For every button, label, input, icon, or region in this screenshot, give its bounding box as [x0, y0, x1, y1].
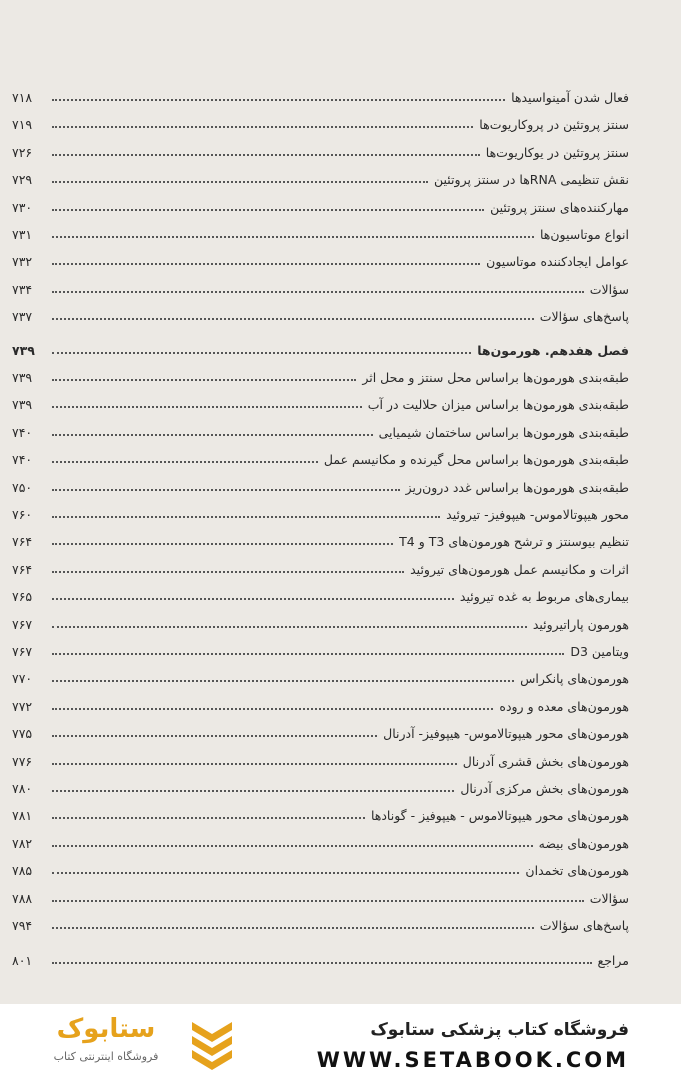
dot-leader [52, 598, 454, 600]
chevron-stack-logo-icon [188, 1016, 236, 1070]
dot-leader [52, 406, 362, 408]
brand-word: ستابوک [56, 1014, 156, 1044]
dot-leader [52, 735, 377, 737]
toc-entry-title: پاسخ‌های سؤالات [539, 918, 629, 933]
toc-entry-title: هورمون‌های بیضه [538, 835, 629, 851]
toc-entry-title: هورمون‌های معده و روده [499, 698, 629, 714]
toc-entry [12, 474, 629, 498]
toc-entry-page: ۷۸۲ [12, 835, 33, 851]
toc-entry [12, 693, 629, 717]
toc-entry-title: فصل هفدهم. هورمون‌ها [477, 342, 629, 358]
toc-entry-page: ۷۳۷ [12, 309, 33, 325]
toc-entry-page: ۷۷۵ [12, 726, 33, 742]
dot-leader [52, 680, 514, 682]
toc-entry-title: هورمون‌های محور هیپوتالاموس - هیپوفیز - گونادها [370, 808, 629, 824]
toc-entry-title: طبقه‌بندی هورمون‌ها براساس محل سنتز و محل اثر [362, 370, 629, 385]
dot-leader [52, 154, 480, 156]
toc-entry-page: ۷۱۹ [12, 117, 33, 133]
toc-entry-page: ۷۲۶ [12, 144, 33, 160]
toc-entry-page: ۸۰۱ [12, 953, 33, 969]
toc-entry-page: ۷۶۷ [12, 616, 33, 632]
brand-tagline: فروشگاه اینترنتی کتاب [53, 1050, 159, 1063]
toc-entry-page: ۷۴۰ [12, 452, 33, 468]
toc-entry [12, 391, 629, 415]
dot-leader [52, 516, 440, 518]
dot-leader [52, 489, 400, 491]
toc-entry-title: هورمون‌های محور هیپوتالاموس- هیپوفیز- آدرنال [383, 726, 629, 742]
toc-entry-page: ۷۷۰ [12, 671, 33, 687]
toc-entry-page: ۷۳۰ [12, 199, 33, 215]
dot-leader [52, 263, 480, 265]
toc-entry-page: ۷۳۴ [12, 281, 33, 297]
dot-leader [52, 543, 393, 545]
dot-leader [52, 962, 592, 964]
dot-leader [52, 872, 519, 874]
toc-entry-title: طبقه‌بندی هورمون‌ها براساس محل گیرنده و مکانیسم عمل [323, 452, 629, 468]
toc-chapter-heading [12, 337, 629, 361]
toc-entry-title: فعال شدن آمینواسیدها [511, 90, 629, 105]
toc-entry-title: هورمون‌های پانکراس [520, 671, 629, 687]
dot-leader [52, 653, 564, 655]
toc-entry-title: اثرات و مکانیسم عمل هورمون‌های تیروئید [410, 561, 629, 577]
toc-entry-page: ۷۶۷ [12, 644, 33, 659]
dot-leader [52, 434, 373, 436]
brand-logo [36, 1014, 176, 1070]
toc-entry [12, 665, 629, 689]
toc-entry-title: سؤالات [589, 281, 629, 297]
toc-entry-title: محور هیپوتالاموس- هیپوفیز- تیروئید [446, 507, 629, 522]
toc-entry-title: تنظیم بیوسنتز و ترشح هورمون‌های T3 و T4 [399, 534, 629, 550]
toc-entry-page: ۷۸۰ [12, 781, 33, 796]
toc-entry [12, 528, 629, 552]
toc-entry-title: پاسخ‌های سؤالات [539, 309, 629, 325]
toc-entry-page: ۷۸۵ [12, 863, 33, 879]
toc-entry-page: ۷۱۸ [12, 90, 33, 105]
dot-leader [52, 99, 505, 101]
toc-entry [12, 84, 629, 108]
store-footer [0, 1004, 681, 1080]
toc-entry [12, 446, 629, 470]
toc-entry [12, 885, 629, 909]
toc-entry-title: سؤالات [589, 890, 629, 906]
toc-entry-page: ۷۹۴ [12, 918, 33, 933]
toc-entry [12, 248, 629, 272]
toc-entry-page: ۷۷۲ [12, 698, 33, 714]
toc-entry-title: هورمون‌های تخمدان [525, 863, 629, 879]
toc-entry [12, 638, 629, 662]
shop-url[interactable]: WWW.SETABOOK.COM [316, 1048, 629, 1072]
dot-leader [52, 763, 457, 765]
shop-name: فروشگاه کتاب پزشکی ستابوک [370, 1020, 629, 1040]
toc-entry-page: ۷۶۴ [12, 561, 33, 577]
dot-leader [52, 236, 534, 238]
dot-leader [52, 181, 428, 183]
toc-entry-title: عوامل ایجادکننده موتاسیون [486, 254, 629, 270]
toc-entry [12, 802, 629, 826]
toc-entry [12, 501, 629, 525]
toc-entry [12, 947, 629, 971]
toc-entry-title: هورمون‌های بخش قشری آدرنال [462, 753, 629, 769]
toc-entry-page: ۷۴۰ [12, 424, 33, 440]
toc-entry-page: ۷۸۸ [12, 890, 33, 906]
toc-entry-page: ۷۳۲ [12, 254, 33, 270]
toc-entry-title: هورمون‌های بخش مرکزی آدرنال [460, 781, 629, 796]
dot-leader [52, 379, 356, 381]
toc-entry-page: ۷۶۴ [12, 534, 33, 550]
toc-entry-title: نقش تنظیمی RNAها در سنتز پروتئین [434, 172, 629, 188]
dot-leader [52, 461, 318, 463]
toc-entry-page: ۷۶۰ [12, 507, 33, 522]
toc-entry [12, 364, 629, 388]
toc-entry [12, 221, 629, 245]
toc-entry [12, 194, 629, 218]
toc-entry-title: طبقه‌بندی هورمون‌ها براساس میزان حلالیت در آب [367, 397, 629, 413]
toc-entry-title: طبقه‌بندی هورمون‌ها براساس غدد درون‌ریز [405, 479, 629, 495]
toc-entry [12, 611, 629, 635]
toc-entry-page: ۷۳۹ [12, 342, 35, 358]
toc-entry [12, 111, 629, 135]
dot-leader [52, 352, 471, 354]
dot-leader [52, 845, 533, 847]
toc-entry [12, 419, 629, 443]
toc-entry-title: بیماری‌های مربوط به غده تیروئید [459, 589, 629, 605]
toc-entry [12, 830, 629, 854]
dot-leader [52, 126, 473, 128]
dot-leader [52, 817, 365, 819]
toc-entry [12, 139, 629, 163]
toc-entry-title: مهارکننده‌های سنتز پروتئین [490, 199, 629, 215]
dot-leader [52, 318, 534, 320]
toc-entry [12, 556, 629, 580]
dot-leader [52, 571, 404, 573]
toc-entry-page: ۷۳۱ [12, 227, 33, 242]
toc-entry-page: ۷۸۱ [12, 808, 33, 824]
toc-entry-title: ویتامین D3 [570, 644, 629, 659]
toc-entry [12, 583, 629, 607]
dot-leader [52, 927, 534, 929]
toc-entry-page: ۷۳۹ [12, 370, 33, 385]
toc-entry-page: ۷۷۶ [12, 753, 33, 769]
dot-leader [52, 291, 584, 293]
dot-leader [52, 209, 484, 211]
toc-entry [12, 303, 629, 327]
toc-entry-page: ۷۵۰ [12, 479, 33, 495]
toc-entry-title: سنتز پروتئین در پروکاریوت‌ها [479, 117, 629, 133]
toc-entry-page: ۷۲۹ [12, 172, 33, 188]
toc-entry [12, 748, 629, 772]
dot-leader [52, 626, 527, 628]
toc-entry [12, 775, 629, 799]
toc-entry [12, 857, 629, 881]
toc-entry-title: انواع موتاسیون‌ها [539, 227, 629, 242]
toc-entry [12, 720, 629, 744]
dot-leader [52, 790, 454, 792]
toc-entry-title: طبقه‌بندی هورمون‌ها براساس ساختمان شیمیایی [378, 424, 629, 440]
dot-leader [52, 708, 493, 710]
toc-entry [12, 912, 629, 936]
toc-entry-title: سنتز پروتئین در یوکاریوت‌ها [485, 144, 629, 160]
toc-entry [12, 166, 629, 190]
toc-entry-page: ۷۶۵ [12, 589, 33, 605]
toc-entry-title: مراجع [597, 953, 629, 969]
toc-entry [12, 276, 629, 300]
toc-entry-title: هورمون پاراتیروئید [532, 616, 629, 632]
toc-entry-page: ۷۳۹ [12, 397, 33, 413]
dot-leader [52, 900, 584, 902]
